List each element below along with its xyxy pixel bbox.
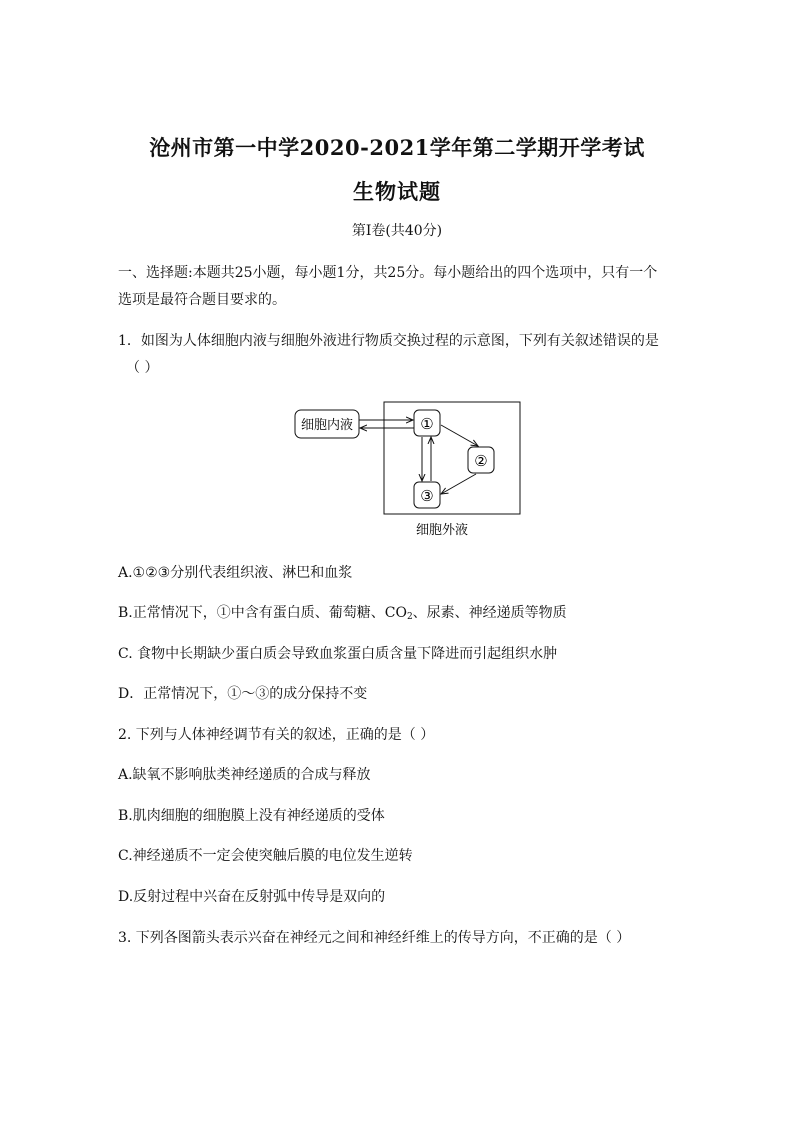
q2-option-b: B.肌肉细胞的细胞膜上没有神经递质的受体 (118, 808, 385, 824)
fluid-exchange-diagram (290, 398, 530, 540)
node-1-label: ① (420, 415, 434, 433)
q2-stem: 2. 下列与人体神经调节有关的叙述，正确的是（ ） (118, 727, 435, 743)
intracellular-label: 细胞内液 (300, 418, 354, 433)
q1-option-b-sub: 2 (406, 612, 413, 622)
exam-subtitle: 生物试题 (353, 179, 441, 204)
arrow-2-to-3 (441, 474, 476, 494)
q1-option-b (118, 602, 567, 622)
section-instructions-line1: 一、选择题:本题共25小题，每小题1分，共25分。每小题给出的四个选项中，只有一个 (118, 265, 658, 281)
q2-option-c: C.神经递质不一定会使突触后膜的电位发生逆转 (118, 848, 413, 864)
exam-title: 沧州市第一中学2020-2021学年第二学期开学考试 (149, 135, 645, 160)
q3-stem: 3. 下列各图箭头表示兴奋在神经元之间和神经纤维上的传导方向，不正确的是（ ） (118, 930, 631, 946)
extracellular-box (384, 402, 520, 514)
node-3-label: ③ (420, 487, 434, 505)
q1-stem: 1．如图为人体细胞内液与细胞外液进行物质交换过程的示意图，下列有关叙述错误的是 (118, 333, 659, 349)
extracellular-caption: 细胞外液 (415, 523, 469, 538)
section-instructions-line2: 选项是最符合题目要求的。 (118, 292, 286, 308)
q2-option-d: D.反射过程中兴奋在反射弧中传导是双向的 (118, 889, 386, 905)
q1-option-c: C. 食物中长期缺少蛋白质会导致血浆蛋白质含量下降进而引起组织水肿 (118, 646, 558, 662)
q1-option-b-post: 、尿素、神经递质等物质 (412, 605, 567, 621)
node-2-label: ② (474, 452, 488, 470)
part-heading: 第I卷(共40分) (351, 223, 443, 239)
q1-option-b-pre: B.正常情况下，①中含有蛋白质、葡萄糖、CO (118, 605, 407, 621)
arrow-1-to-2 (441, 425, 478, 446)
q2-option-a: A.缺氧不影响肽类神经递质的合成与释放 (118, 767, 371, 783)
q1-answer-paren: （ ） (126, 360, 159, 376)
q1-option-a: A.①②③分别代表组织液、淋巴和血浆 (118, 565, 353, 581)
q1-option-d: D．正常情况下，①～③的成分保持不变 (118, 686, 368, 702)
